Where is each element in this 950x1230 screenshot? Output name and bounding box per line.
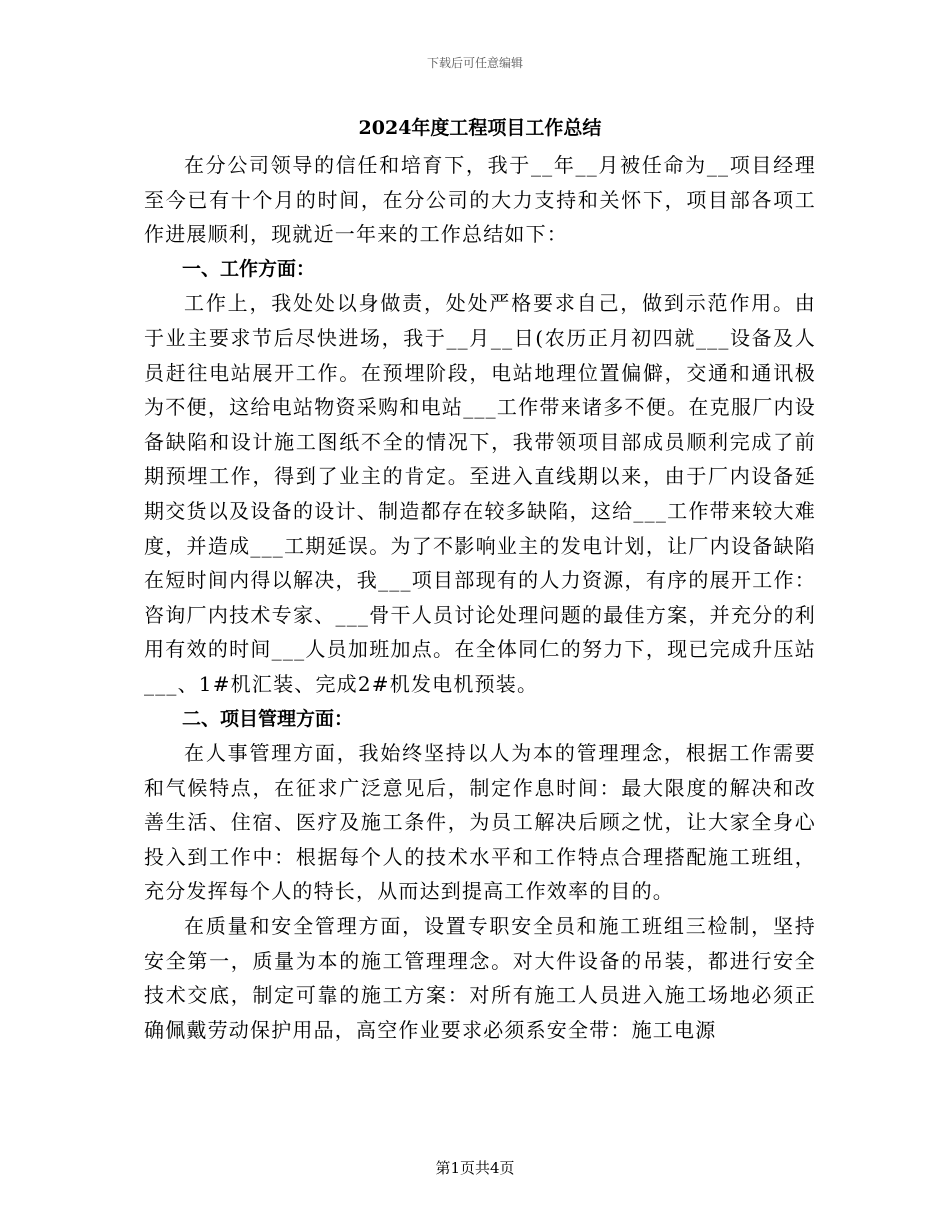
quality-safety-paragraph: 在质量和安全管理方面，设置专职安全员和施工班组三检制，坚持安全第一，质量为本的施工管理理念。对大件设备的吊装，都进行安全技术交底，制定可靠的施工方案：对所有施工人员进入施工场地必须正确佩戴劳动保护用品，高空作业要求必须系安全带：施工电源 <box>144 914 816 1042</box>
document-title: 2024年度工程项目工作总结 <box>358 117 602 139</box>
work-paragraph: 工作上，我处处以身做责，处处严格要求自己，做到示范作用。由于业主要求节后尽快进场，我于__月__日(农历正月初四就___设备及人员赶往电站展开工作。在预埋阶段，电站地理位置偏僻，交通和通讯极为不便，这给电站物资采购和电站___工作带来诸多不便。在克服厂内设备缺陷和设计施工图纸不全的情况下，我带领项目部成员顺利完成了前期预埋工作，得到了业主的肯定。至进入直线期以来，由于厂内设备延期交货以及设备的设计、制造都存在较多缺陷，这给___工作带来较大难度，并造成___工期延误。为了不影响业主的发电计划，让厂内设备缺陷在短时间内得以解决，我___项目部现有的人力资源，有序的展开工作：咨询厂内技术专家、___骨干人员讨论处理问题的最佳方案，并充分的利用有效的时间___人员加班加点。在全体同仁的努力下，现已完成升压站___、1#机汇装、完成2#机发电机预装。 <box>144 291 816 696</box>
page-number: 第1页共4页 <box>435 1159 515 1177</box>
section-heading-management: 二、项目管理方面： <box>182 707 354 730</box>
document-body <box>144 112 816 1047</box>
page-header: 下载后可任意编辑 <box>426 56 523 70</box>
section-heading-work: 一、工作方面： <box>182 257 316 280</box>
intro-paragraph: 在分公司领导的信任和培育下，我于__年__月被任命为__项目经理至今已有十个月的时间，在分公司的大力支持和关怀下，项目部各项工作进展顺利，现就近一年来的工作总结如下： <box>144 153 816 247</box>
personnel-paragraph: 在人事管理方面，我始终坚持以人为本的管理理念，根据工作需要和气候特点，在征求广泛意见后，制定作息时间：最大限度的解决和改善生活、住宿、医疗及施工条件，为员工解决后顾之忧，让大家全身心投入到工作中：根据每个人的技术水平和工作特点合理搭配施工班组，充分发挥每个人的特长，从而达到提高工作效率的目的。 <box>144 741 816 904</box>
